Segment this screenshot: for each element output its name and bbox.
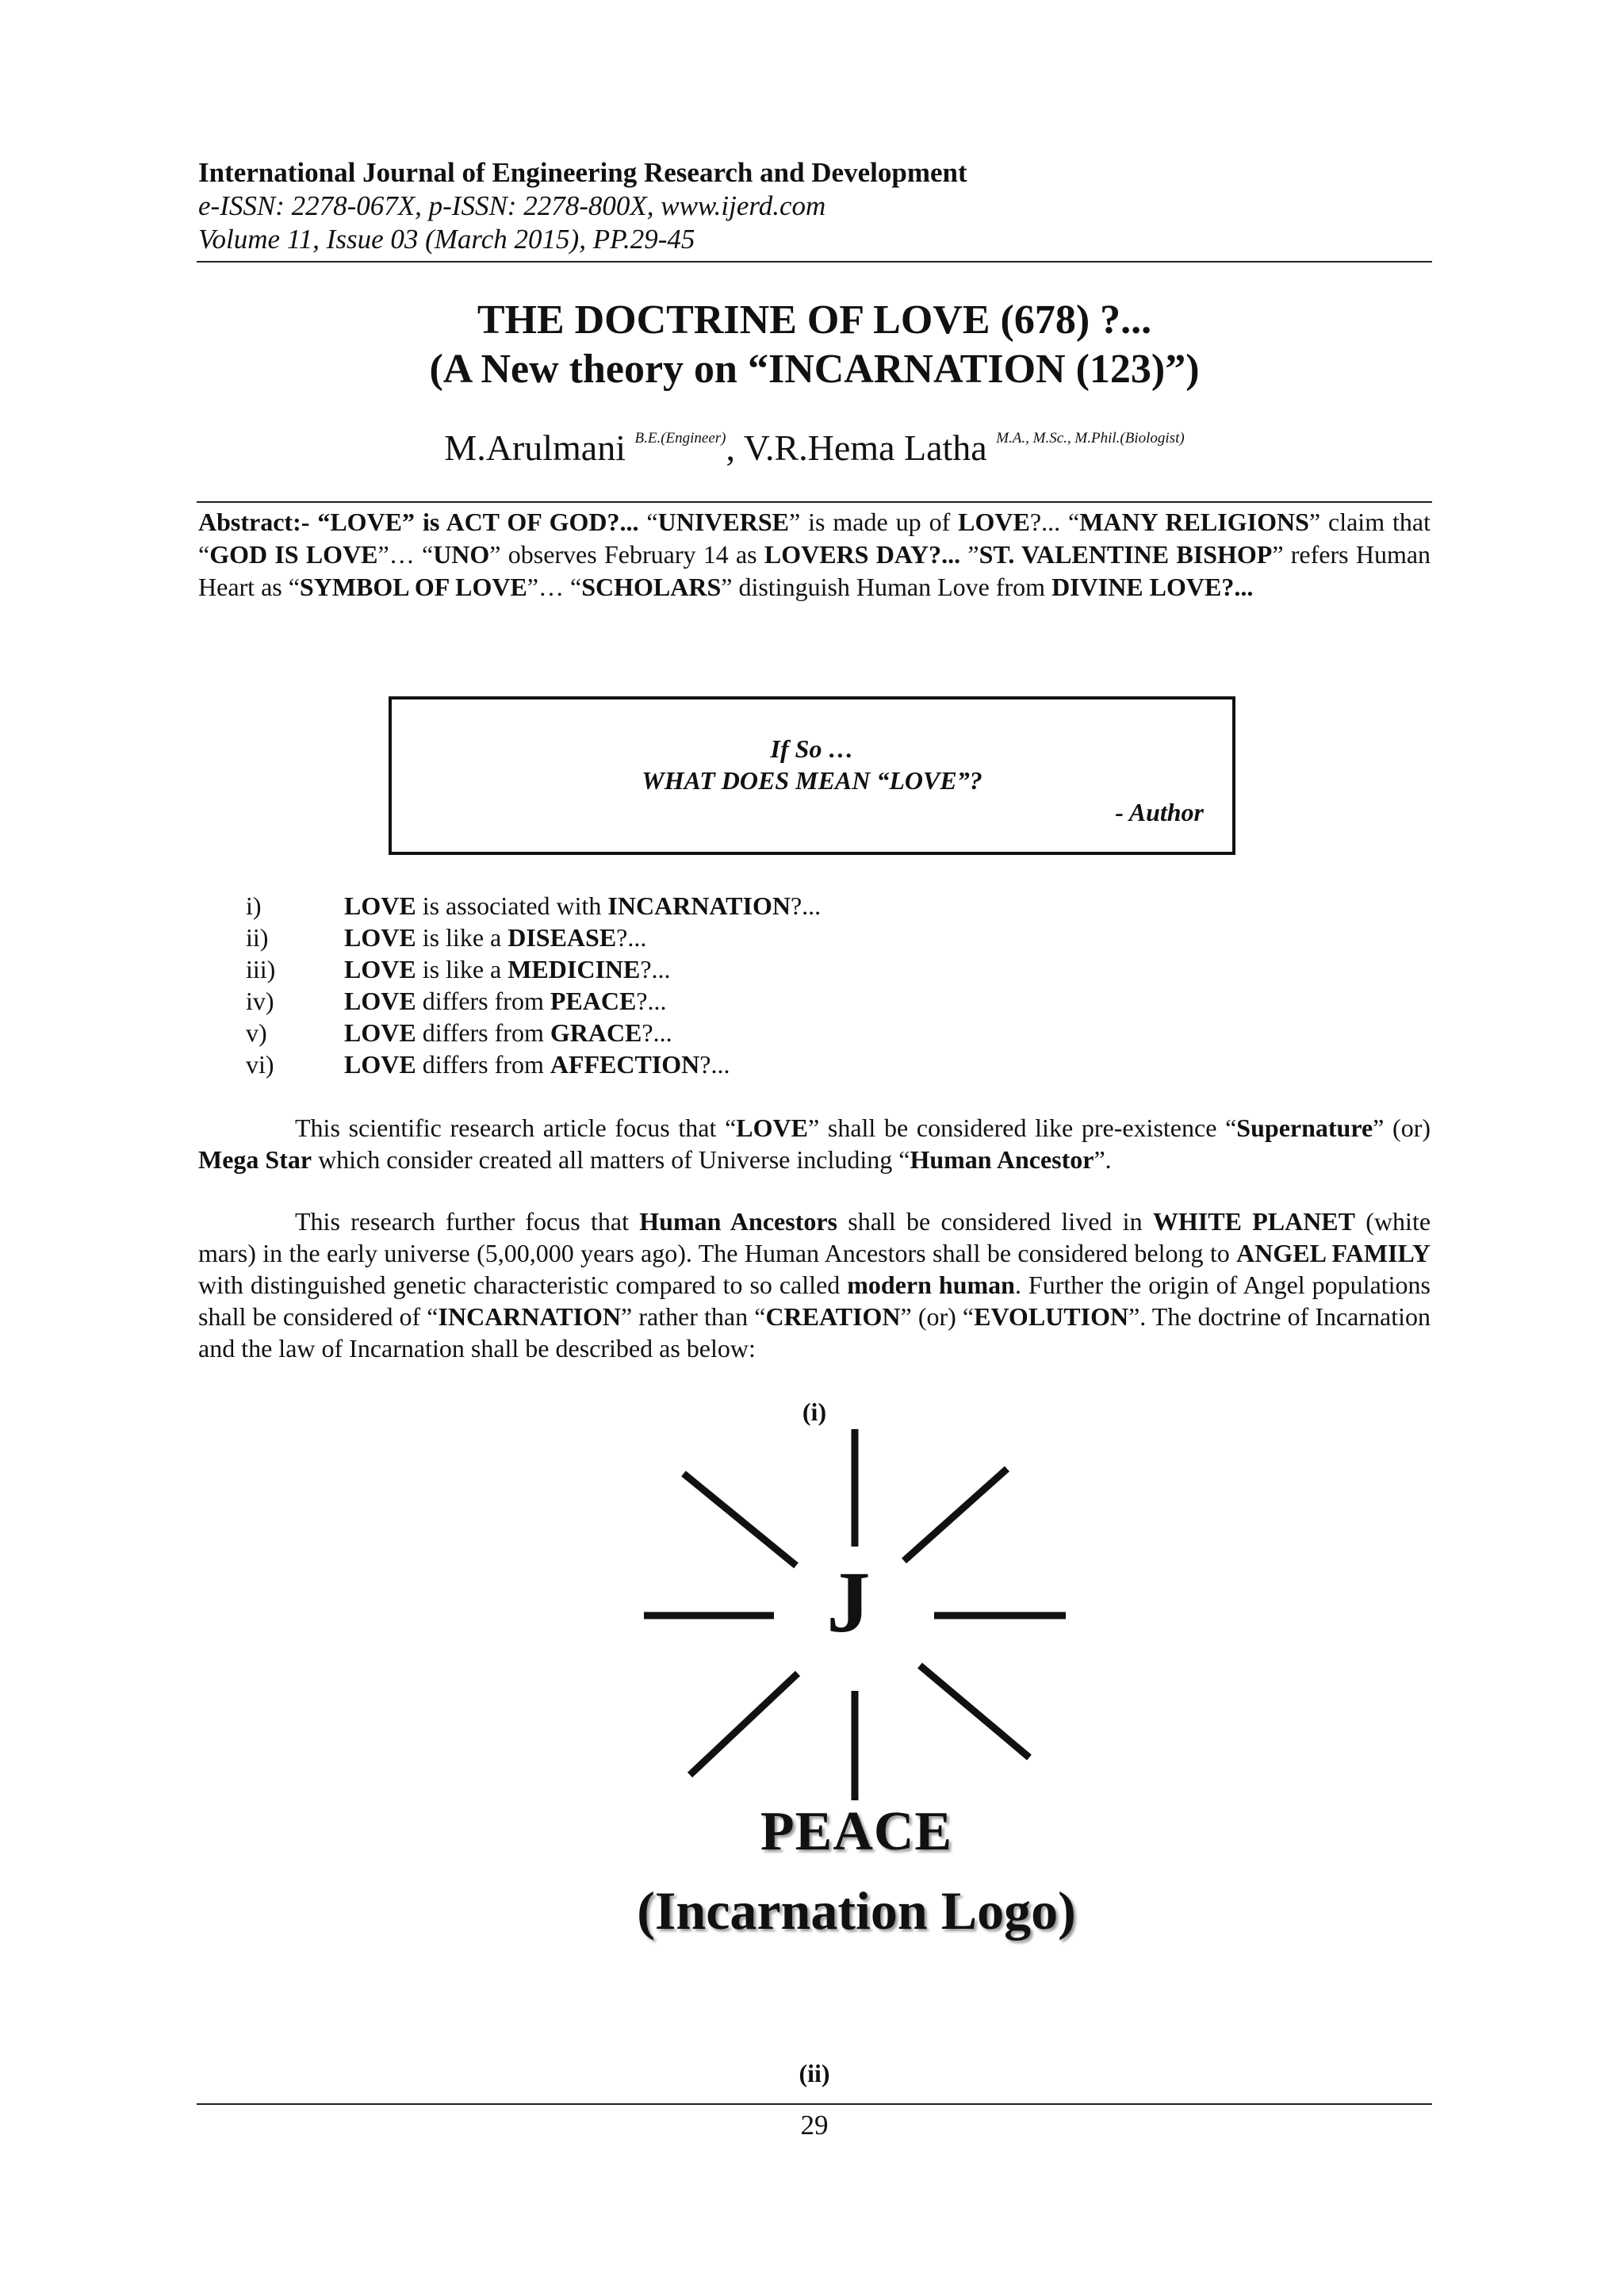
ray-top-right xyxy=(904,1469,1007,1561)
abstract-text: ST. VALENTINE BISHOP xyxy=(979,540,1273,569)
list-item-text: LOVE is associated with INCARNATION?... xyxy=(344,891,822,920)
abstract-rule xyxy=(197,501,1432,503)
body-paragraph-2: This research further focus that Human Ancestors shall be considered lived in WHITE PLANET (white mars) in the early universe (5,00,000 years ago). The Human Ancestors shall be considered belong to ANGEL FAMILY with distinguished genetic characteristic compared to so called modern human. Further the origin of Angel populations shall be considered of “INCARNATION” rather than “CREATION” (or) “EVOLUTION”. The doctrine of Incarnation and the law of Incarnation shall be described as below: xyxy=(198,1207,1431,1363)
list-item-text: LOVE differs from GRACE?... xyxy=(344,1018,672,1047)
list-item-number: v) xyxy=(246,1018,267,1047)
logo-caption: (Incarnation Logo) xyxy=(637,1880,1076,1941)
figure-label-i: (i) xyxy=(802,1397,827,1426)
list-item-number: iv) xyxy=(246,987,274,1015)
author-1: M.Arulmani xyxy=(444,427,626,468)
abstract-text: ” claim that “ xyxy=(198,508,1431,569)
page-number: 29 xyxy=(800,2110,829,2141)
ray-top-left xyxy=(684,1474,796,1566)
abstract-text: ”… “ xyxy=(377,540,434,569)
list-item-number: ii) xyxy=(246,923,269,952)
abstract-text: ” observes February 14 as xyxy=(489,540,764,569)
abstract-text: GOD IS LOVE xyxy=(209,540,378,569)
author-2: V.R.Hema Latha xyxy=(743,427,987,468)
abstract-text: MANY RELIGIONS xyxy=(1079,508,1309,536)
quote-line-2: WHAT DOES MEAN “LOVE”? xyxy=(642,766,982,795)
abstract-text: ?... “ xyxy=(1029,508,1080,536)
abstract-text: “ xyxy=(646,508,658,536)
figure-label-ii: (ii) xyxy=(799,2059,830,2087)
list-item-text: LOVE differs from AFFECTION?... xyxy=(344,1050,730,1079)
list-item-number: i) xyxy=(246,891,262,920)
paper-title-line-2: (A New theory on “INCARNATION (123)”) xyxy=(429,347,1200,392)
abstract-text: ” xyxy=(960,540,979,569)
abstract-text: ” distinguish Human Love from xyxy=(721,573,1052,601)
list-item-number: iii) xyxy=(246,955,276,983)
quote-line-1: If So … xyxy=(770,734,854,763)
author-line xyxy=(197,427,1432,469)
abstract-text: LOVERS DAY?... xyxy=(764,540,961,569)
abstract-text: ” is made up of xyxy=(788,508,959,536)
abstract-label: Abstract:- xyxy=(198,508,310,536)
list-item-text: LOVE differs from PEACE?... xyxy=(344,987,667,1015)
author-2-degree: M.A., M.Sc., M.Phil.(Biologist) xyxy=(996,430,1185,447)
logo-word: PEACE xyxy=(760,1801,953,1862)
abstract xyxy=(198,506,1431,604)
quote-box xyxy=(389,696,1235,855)
quote-attribution: - Author xyxy=(1115,798,1204,826)
header-rule xyxy=(197,261,1432,263)
body-paragraph-1: This scientific research article focus that “LOVE” shall be considered like pre-existence “Supernature” (or) Mega Star which consider created all matters of Universe including “Human Ancestor”. xyxy=(198,1114,1431,1174)
journal-volume: Volume 11, Issue 03 (March 2015), PP.29-45 xyxy=(198,224,695,255)
abstract-text: ” refers Human Heart as “ xyxy=(198,540,1431,601)
journal-name: International Journal of Engineering Research and Development xyxy=(198,157,967,188)
abstract-text: DIVINE LOVE?... xyxy=(1051,573,1254,601)
author-1-degree: B.E.(Engineer) xyxy=(634,430,726,447)
abstract-text: “LOVE” is ACT OF GOD?... xyxy=(317,508,639,536)
abstract-text: LOVE xyxy=(958,508,1030,536)
list-item-text: LOVE is like a MEDICINE?... xyxy=(344,955,671,983)
ray-bottom-right xyxy=(920,1665,1029,1757)
paper-title-line-1: THE DOCTRINE OF LOVE (678) ?... xyxy=(477,297,1152,343)
abstract-text: UNIVERSE xyxy=(657,508,789,536)
abstract-text: ”… “ xyxy=(527,573,582,601)
abstract-text: SCHOLARS xyxy=(581,573,722,601)
abstract-text: UNO xyxy=(433,540,490,569)
journal-issn: e-ISSN: 2278-067X, p-ISSN: 2278-800X, www.ijerd.com xyxy=(198,190,826,221)
list-item-number: vi) xyxy=(246,1050,274,1079)
list-item-text: LOVE is like a DISEASE?... xyxy=(344,923,647,952)
footer-rule xyxy=(197,2103,1432,2105)
ray-bottom-left xyxy=(690,1673,798,1775)
logo-letter: J xyxy=(826,1554,871,1650)
author-separator: , xyxy=(726,427,736,468)
abstract-text: SYMBOL OF LOVE xyxy=(299,573,527,601)
